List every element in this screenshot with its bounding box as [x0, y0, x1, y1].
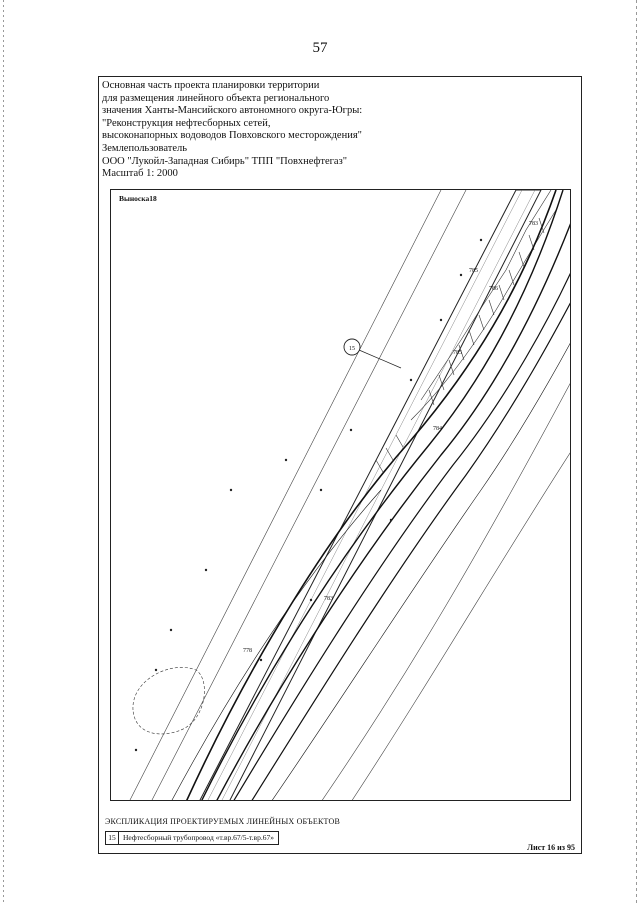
- drawing-sheet: [98, 76, 582, 854]
- outer-boundary-right: [321, 380, 571, 801]
- marker-leader: [359, 350, 401, 368]
- pipeline-line: [233, 270, 571, 801]
- scan-edge-left: [3, 0, 4, 905]
- site-plan-map: [111, 190, 571, 801]
- scan-edge-right: [636, 0, 637, 905]
- point-label: 783: [529, 221, 538, 227]
- page-number: 57: [312, 40, 328, 56]
- title-line: Основная часть проекта планировки территории: [102, 80, 320, 91]
- explication-row-number: 15: [106, 832, 119, 844]
- explication-row: [105, 831, 279, 845]
- explication-row-text: Нефтесборный трубопровод «т.вр.67/5-т.вр.67»: [123, 833, 274, 842]
- title-line: высоконапорных водоводов Повховского месторождения": [102, 130, 362, 142]
- object-marker-number: 15: [349, 346, 355, 352]
- point-label: 778: [243, 648, 252, 654]
- sheet-label: Лист 16 из 95: [527, 843, 575, 852]
- map-frame: [110, 189, 571, 801]
- point-label: 786: [489, 286, 498, 292]
- land-user-name: ООО "Лукойл-Западная Сибирь" ТПП "Повхнефтегаз": [102, 155, 348, 167]
- pipeline-line: [251, 300, 571, 801]
- title-line: "Реконструкция нефтесборных сетей,: [102, 117, 271, 129]
- point-label: 784: [433, 426, 442, 432]
- detail-label: Выноска18: [119, 194, 157, 203]
- title-block: [102, 80, 572, 181]
- point-label: 783: [324, 596, 333, 602]
- title-line: для размещения линейного объекта регионального: [102, 92, 330, 104]
- point-label: 785: [469, 268, 478, 274]
- land-user-label: Землепользователь: [102, 142, 188, 154]
- title-line: значения Ханты-Мансийского автономного округа-Югры:: [102, 105, 363, 117]
- outer-boundary-left: [129, 190, 441, 801]
- scale-label: Масштаб 1: 2000: [102, 168, 178, 180]
- point-label: 785: [453, 350, 462, 356]
- explication-title: ЭКСПЛИКАЦИЯ ПРОЕКТИРУЕМЫХ ЛИНЕЙНЫХ ОБЪЕКТОВ: [105, 817, 341, 826]
